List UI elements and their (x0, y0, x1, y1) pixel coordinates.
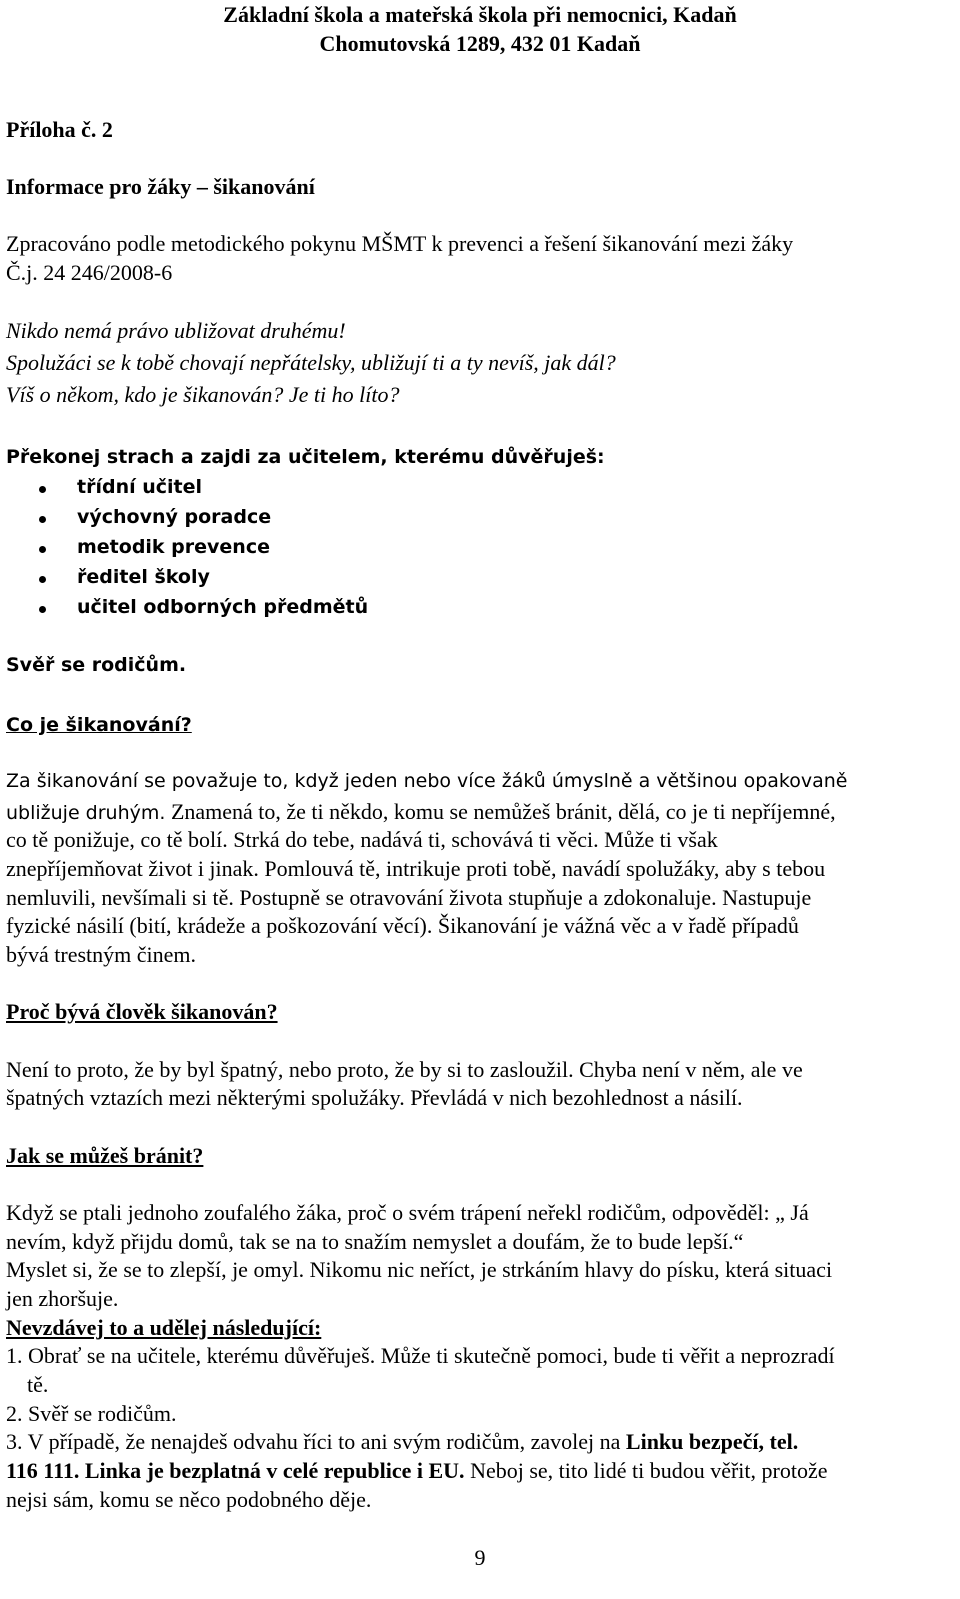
bullet-icon (39, 486, 46, 493)
text-span: 3. V případě, že nenajdeš odvahu říci to ani svým rodičům, zavolej na (6, 1429, 626, 1454)
what-is-text-line: znepříjemňovat život i jinak. Pomlouvá tě, intrikuje proti tobě, navádí spolužáky, aby s tebou (6, 856, 826, 881)
contact-item: učitel odborných předmětů (77, 596, 369, 618)
what-is-text-line: bývá trestným činem. (6, 942, 197, 967)
what-is-bullying-heading: Co je šikanování? (6, 714, 192, 736)
intro-line-1: Nikdo nemá právo ubližovat druhému! (6, 318, 346, 343)
source-line-1: Zpracováno podle metodického pokynu MŠMT k prevenci a řešení šikanování mezi žáky (6, 231, 794, 256)
intro-line-3: Víš o někom, kdo je šikanován? Je ti ho líto? (6, 382, 400, 407)
what-is-text-line: Za šikanování se považuje to, když jeden nebo více žáků úmyslně a většinou opakovaně (6, 770, 848, 792)
why-text-line: špatných vztazích mezi některými spolužáky. Převládá v nich bezohlednost a násilí. (6, 1085, 743, 1110)
text-span: Neboj se, tito lidé ti budou věřit, protože (464, 1458, 828, 1483)
text-span: Linku bezpečí, tel. (625, 1429, 799, 1454)
school-name: Základní škola a mateřská škola při nemocnici, Kadaň (223, 2, 737, 27)
helpline-info: 116 111. Linka je bezplatná v celé republice i EU. (6, 1458, 465, 1483)
what-is-text-line: fyzické násilí (bití, krádeže a poškozování věcí). Šikanování je vážná věc a v řadě případů (6, 913, 799, 938)
attachment-label: Příloha č. 2 (6, 117, 113, 142)
defend-text-line: Když se ptali jednoho zoufalého žáka, proč o svém trápení neřekl rodičům, odpověděl: „ Já (6, 1200, 809, 1225)
why-bullied-heading: Proč bývá člověk šikanován? (6, 999, 278, 1024)
contact-item: třídní učitel (77, 476, 203, 498)
how-defend-heading: Jak se můžeš bránit? (6, 1143, 204, 1168)
bullet-icon (39, 606, 46, 613)
text-span: ubližuje druhým. (6, 802, 166, 824)
confide-parents: Svěř se rodičům. (6, 654, 187, 676)
page-number: 9 (474, 1545, 486, 1570)
contact-item: ředitel školy (77, 566, 210, 588)
source-line-2: Č.j. 24 246/2008-6 (6, 260, 173, 285)
contact-item: výchovný poradce (77, 506, 272, 528)
dont-give-up-heading: Nevzdávej to a udělej následující: (6, 1315, 322, 1340)
step-1-line-1: 1. Obrať se na učitele, kterému důvěřuješ. Může ti skutečně pomoci, bude ti věřit a neprozradí (6, 1343, 835, 1368)
step-3-line-3: nejsi sám, komu se něco podobného děje. (6, 1487, 372, 1512)
why-text-line: Není to proto, že by byl špatný, nebo proto, že by si to zasloužil. Chyba není v něm, ale ve (6, 1057, 803, 1082)
defend-text-line: jen zhoršuje. (6, 1286, 119, 1311)
document-title: Informace pro žáky – šikanování (6, 174, 315, 199)
bullet-icon (39, 546, 46, 553)
what-is-text-line: co tě ponižuje, co tě bolí. Strká do tebe, nadává ti, schovává ti věci. Může ti však (6, 827, 718, 852)
defend-text-line: nevím, když přijdu domů, tak se na to snažím nemyslet a doufám, že to bude lepší.“ (6, 1229, 744, 1254)
what-is-text-line: nemluvili, nevšímali si tě. Postupně se otravování života stupňuje a zdokonaluje. Nastupuje (6, 885, 812, 910)
step-1-line-2: tě. (27, 1372, 49, 1397)
step-2: 2. Svěř se rodičům. (6, 1401, 177, 1426)
step-3-line-1 (6, 1429, 798, 1455)
school-address: Chomutovská 1289, 432 01 Kadaň (319, 31, 641, 56)
overcome-fear-heading: Překonej strach a zajdi za učitelem, kterému důvěřuješ: (6, 446, 605, 468)
text-span: Znamená to, že ti někdo, komu se nemůžeš bránit, dělá, co je ti nepříjemné, (165, 799, 836, 824)
bullet-icon (39, 516, 46, 523)
defend-text-line: Myslet si, že se to zlepší, je omyl. Nikomu nic neříct, je strkáním hlavy do písku, která situaci (6, 1257, 833, 1282)
contact-item: metodik prevence (77, 536, 270, 558)
step-3-line-2 (6, 1458, 828, 1484)
bullet-icon (39, 576, 46, 583)
intro-line-2: Spolužáci se k tobě chovají nepřátelsky, ubližují ti a ty nevíš, jak dál? (6, 350, 616, 375)
what-is-text-line (6, 799, 836, 825)
